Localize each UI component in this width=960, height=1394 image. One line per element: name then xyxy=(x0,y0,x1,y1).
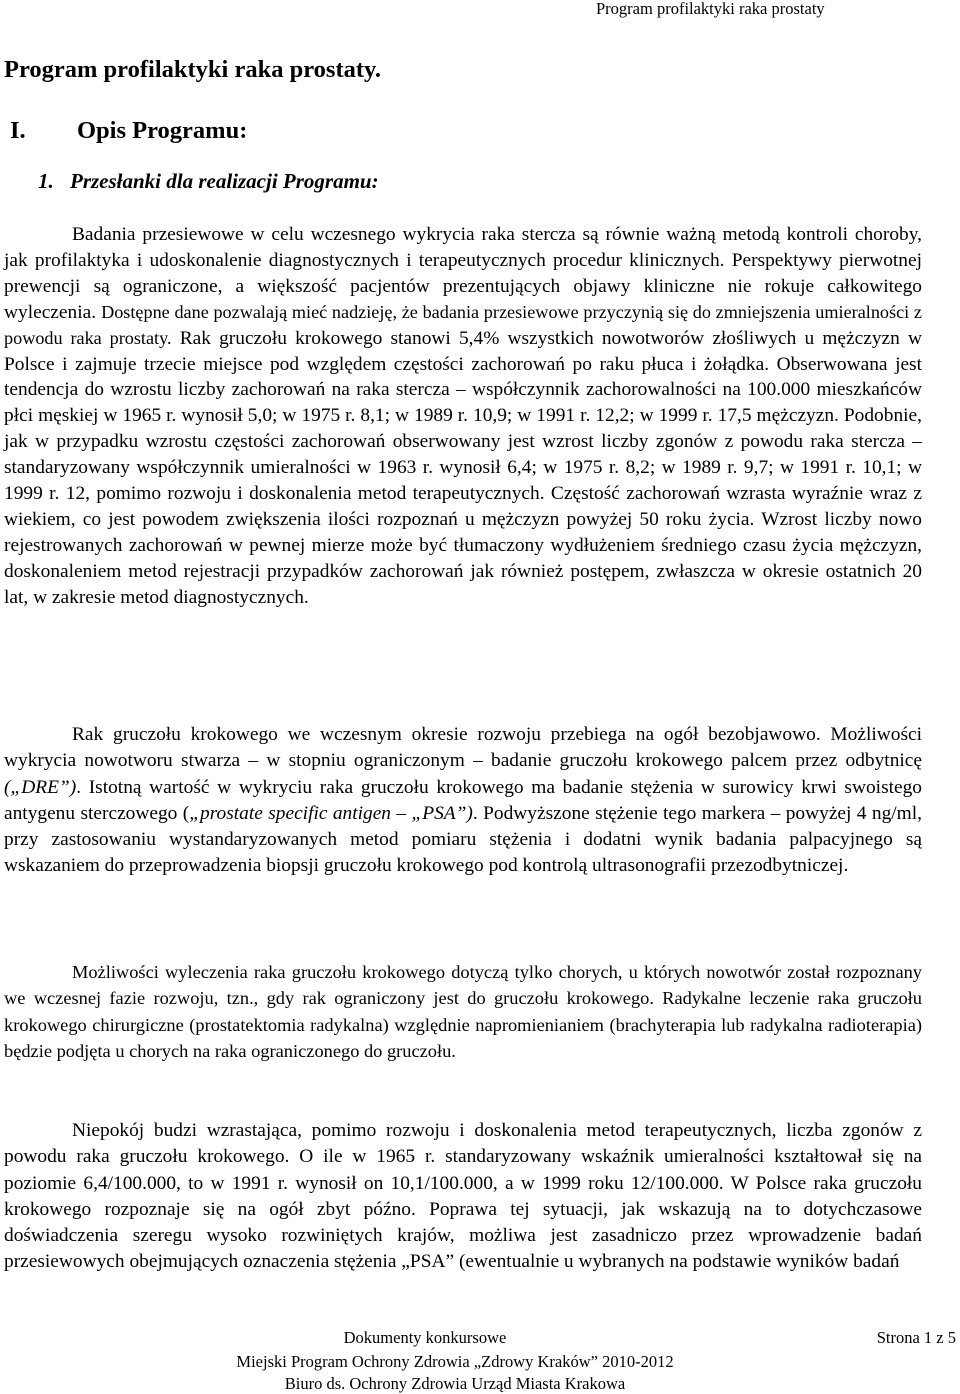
paragraph-text: Dostępne dane pozwalają mieć nadzieję, że badania przesiewowe przyczynią się do zmniejszenia umieralności z powodu raka prostaty. xyxy=(4,301,922,348)
subsection-heading xyxy=(38,168,379,194)
paragraph-text: Rak gruczołu krokowego we wczesnym okresie rozwoju przebiega na ogół bezobjawowo. Możliwości wykrycia nowotworu stwarza – w stopniu ograniczonym – badanie gruczołu krokowego palcem przez odbytnicę xyxy=(4,724,922,772)
subsection-title: Przesłanki dla realizacji Programu: xyxy=(70,169,379,193)
footer-program-name: Miejski Program Ochrony Zdrowia „Zdrowy Kraków” 2010-2012 xyxy=(236,1352,674,1371)
paragraph-mortality xyxy=(4,1118,922,1276)
paragraph-text: . Istotną wartość w wykryciu raka gruczołu krokowego ma badanie stężenia w surowicy krwi swoistego antygenu sterczowego ( xyxy=(4,776,922,824)
paragraph-text: Niepokój budzi wzrastająca, pomimo rozwoju i doskonalenia metod terapeutycznych, liczba zgonów z powodu raka gruczołu krokowego. O ile w 1965 r. standaryzowany wskaźnik umieralności kształtował się na poziomie 6,4/100.000, to w 1991 r. wynosił on 10,1/100.000, a w 1999 roku 12/100.000. W Polsce raka gruczołu krokowego rozpoznaje się na ogół zbyt późno. Poprawa tej sytuacji, jak wskazują na to dotychczasowe doświadczenia szeregu wysoko rozwiniętych krajów, możliwa jest zasadniczo przez wprowadzenie badań przesiewowych obejmujących oznaczenia stężenia „PSA” (ewentualnie u wybranych na podstawie wyników badań xyxy=(4,1120,922,1273)
page-number: Strona 1 z 5 xyxy=(876,1328,956,1347)
section-heading xyxy=(10,116,247,146)
paragraph-text: Badania przesiewowe w celu wczesnego wykrycia raka stercza są równie ważną metodą kontroli choroby, jak profilaktyka i udoskonalenie diagnostycznych i terapeutycznych procedur klinicznych. Perspektywy pierwotnej prewencji są ograniczone, a większość pacjentów prezentujących objawy kliniczne nie rokuje całkowitego wyleczenia. xyxy=(4,224,922,323)
footer-doc-type: Dokumenty konkursowe xyxy=(343,1328,507,1347)
paragraph-early-detection xyxy=(4,722,922,880)
paragraph-text: Możliwości wyleczenia raka gruczołu krokowego dotyczą tylko chorych, u których nowotwór został rozpoznany we wczesnej fazie rozwoju, tzn., gdy rak ograniczony jest do gruczołu krokowego. Radykalne leczenie raka gruczołu krokowego chirurgiczne (prostatektomia radykalna) względnie napromienianiem (brachyterapia lub radykalna radioterapia) będzie podjęta u chorych na raka ograniczonego do gruczołu. xyxy=(4,962,922,1061)
paragraph-text: . Podwyższone stężenie tego markera – powyżej 4 ng/ml, przy zastosowaniu wystandaryzowanych metod pomiaru stężenia i dodatni wynik badania palpacyjnego są wskazaniem do przeprowadzenia biopsji gruczołu krokowego pod kontrolą ultrasonografii przezodbytniczej. xyxy=(4,802,922,877)
section-title: Opis Programu: xyxy=(77,117,248,144)
subsection-number: 1. xyxy=(38,169,54,193)
paragraph-text: Rak gruczołu krokowego stanowi 5,4% wszystkich nowotworów złośliwych u mężczyzn w Polsce i zajmuje trzecie miejsce pod względem częstości zachorowań po raku płuca i żołądka. Obserwowana jest tendencja do wzrostu liczby zachorowań na raka stercza – współczynnik zachorowalności na 100.000 mieszkańców płci męskiej w 1965 r. wynosił 5,0; w 1975 r. 8,1; w 1989 r. 10,9; w 1991 r. 12,2; w 1999 r. 17,5 mężczyzn. Podobnie, jak w przypadku wzrostu częstości zachorowań obserwowany jest wzrost liczby zgonów z powodu raka stercza – standaryzowany współczynnik umieralności w 1963 r. wynosił 6,4; w 1975 r. 8,2; w 1989 r. 9,7; w 1991 r. 10,1; w 1999 r. 12, pomimo rozwoju i doskonalenia metod terapeutycznych. Częstość zachorowań wzrasta wyraźnie wraz z wiekiem, co jest powodem zwiększenia ilości rozpoznań u mężczyzn powyżej 50 roku życia. Wzrost liczby nowo rejestrowanych zachorowań w pewnej mierze może być tłumaczony wydłużeniem średniego czasu życia mężczyzn, doskonaleniem metod rejestracji przypadków zachorowań jak również postępem, zwłaszcza w okresie ostatnich 20 lat, w zakresie metod diagnostycznych. xyxy=(4,327,922,608)
footer-office: Biuro ds. Ochrony Zdrowia Urząd Miasta Krakowa xyxy=(284,1374,626,1393)
dre-term: („DRE”) xyxy=(4,776,77,798)
section-number: I. xyxy=(10,117,26,144)
paragraph-treatment xyxy=(4,959,922,1064)
psa-term: „prostate specific antigen – „PSA”) xyxy=(189,802,473,824)
document-title: Program profilaktyki raka prostaty. xyxy=(4,56,382,83)
running-header: Program profilaktyki raka prostaty xyxy=(596,0,825,18)
paragraph-rationale xyxy=(4,222,922,611)
